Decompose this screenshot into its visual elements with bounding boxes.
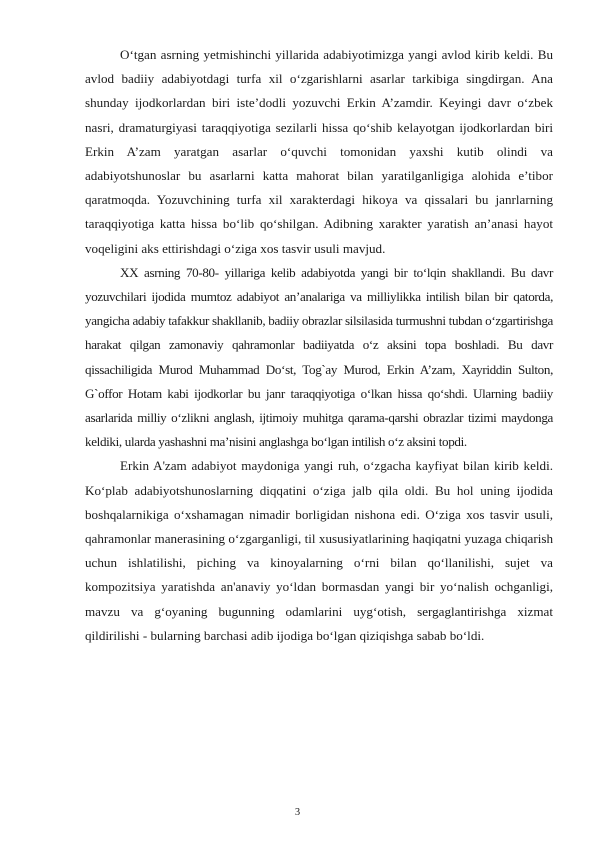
document-page [85, 43, 553, 648]
paragraph-1: O‘tgan asrning yetmishinchi yillarida adabiyotimizga yangi avlod kirib keldi. Bu avlod badiiy adabiyotdagi turfa xil o‘zgarishlarni asarlar tarkibiga singdirgan. Ana shunday ijodkorlardan biri iste’dodli yozuvchi Erkin A’zamdir. Keyingi davr o‘zbek nasri, dramaturgiyasi taraqqiyotiga sezilarli hissa qo‘shib kelayotgan ijodkorlardan biri Erkin A’zam yaratgan asarlar o‘quvchi tomonidan yaxshi kutib olindi va adabiyotshunoslar bu asarlarni katta mahorat bilan yaratilganligiga alohida e’tibor qaratmoqda. Yozuvchining turfa xil xarakterdagi hikoya va qissalari bu janrlarning taraqqiyotiga katta hissa bo‘lib qo‘shilgan. Adibning xarakter yaratish an’anasi hayot voqeligini aks ettirishdagi o‘ziga xos tasvir usuli mavjud. [85, 47, 553, 256]
paragraph-3: Erkin A'zam adabiyot maydoniga yangi ruh, o‘zgacha kayfiyat bilan kirib keldi. Ko‘plab adabiyotshunoslarning diqqatini o‘ziga jalb qila oldi. Bu hol uning ijodida boshqalarnikiga o‘xshamagan nimadir borligidan nishona edi. O‘ziga xos tasvir usuli, qahramonlar manerasining o‘zgarganligi, til xususiyatlarining haqiqatni yuzaga chiqarish uchun ishlatilishi, piching va kinoyalarning o‘rni bilan qo‘llanilishi, sujet va kompozitsiya yaratishda an'anaviy yo‘ldan bormasdan yangi bir yo‘nalish ochganligi, mavzu va g‘oyaning bugunning odamlarini uyg‘otish, sergaglantirishga xizmat qildirilishi - bularning barchasi adib ijodiga bo‘lgan qiziqishga sabab bo‘ldi. [85, 458, 553, 643]
page-number: 3 [294, 807, 301, 818]
paragraph-2: XX asrning 70-80- yillariga kelib adabiyotda yangi bir to‘lqin shakllandi. Bu davr yozuvchilari ijodida mumtoz adabiyot an’analariga va milliylikka intilish bilan bir qatorda, yangicha adabiy tafakkur shakllanib, badiiy obrazlar silsilasida turmushni tubdan o‘zgartirishga harakat qilgan zamonaviy qahramonlar badiiyatda o‘z aksini topa boshladi. Bu davr qissachiligida Murod Muhammad Do‘st, Tog`ay Murod, Erkin A’zam, Xayriddin Sulton, G`offor Hotam kabi ijodkorlar bu janr taraqqiyotiga o‘lkan hissa qo‘shdi. Ularning badiiy asarlarida milliy o‘zlikni anglash, ijtimoiy muhitga qarama-qarshi obrazlar tizimi maydonga keldiki, ularda yashashni ma’nisini anglashga bo‘lgan intilish o‘z aksini topdi. [85, 264, 553, 450]
